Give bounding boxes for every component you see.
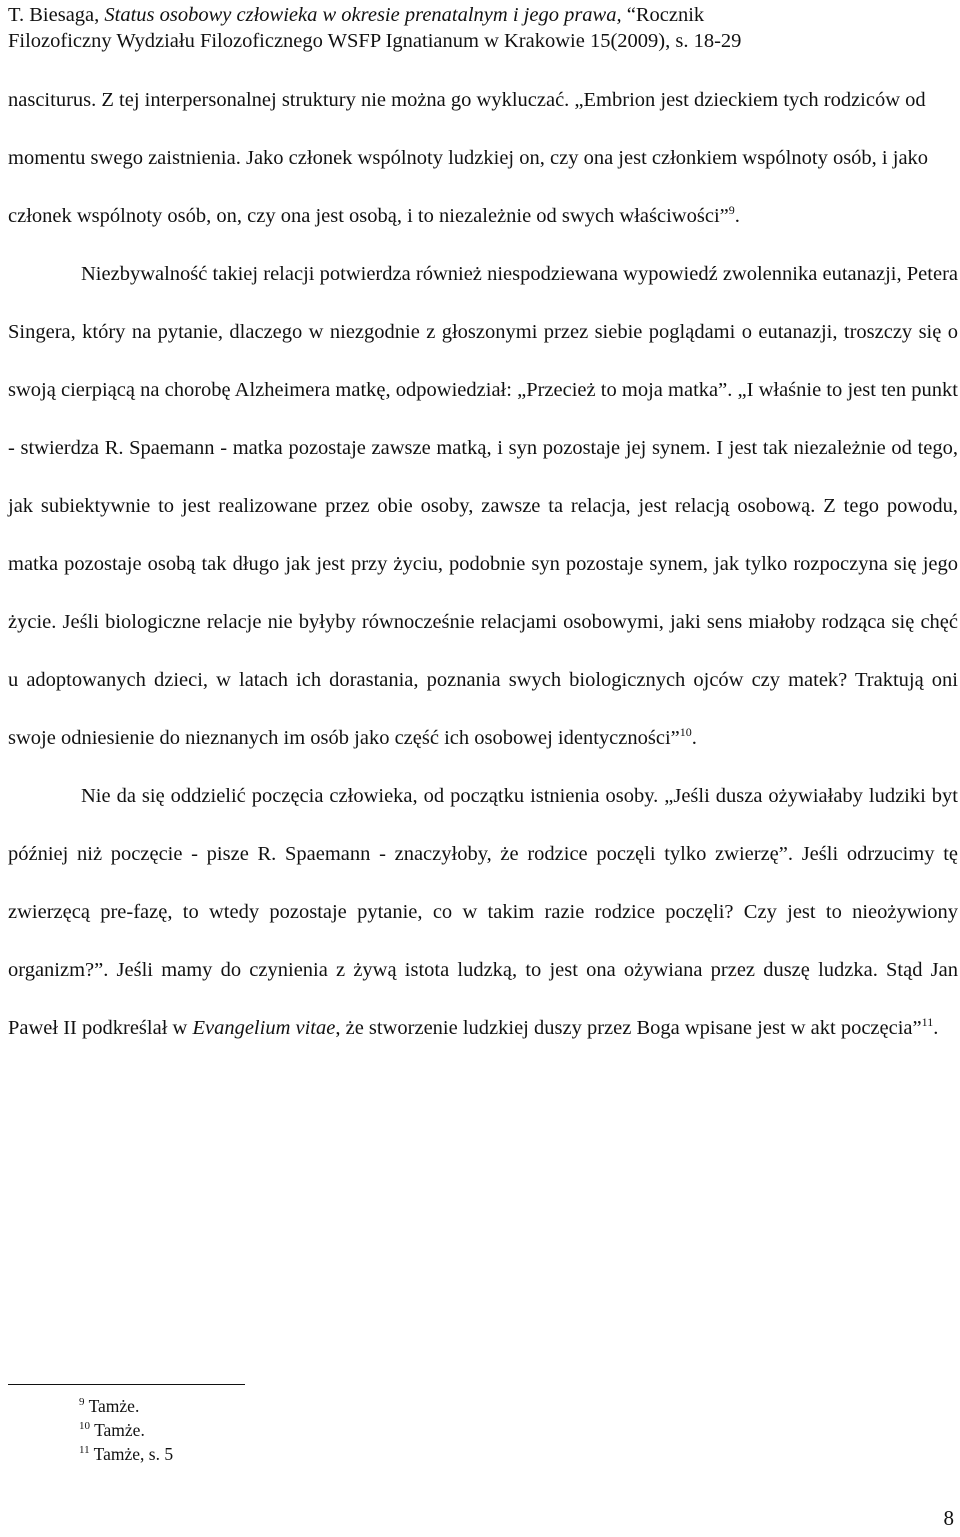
header-line-1 — [8, 2, 956, 28]
paragraph-2 — [8, 245, 958, 767]
header-journal-start: “Rocznik — [626, 4, 705, 26]
paragraph-3-text: Nie da się oddzielić poczęcia człowieka, od początku istnienia osoby. „Jeśli dusza ożywiałaby ludziki byt później niż poczęcie - pisze R. Spaemann - znaczyłoby, że rodzice poczęli tylko zwierzę”. Jeśli odrzucimy tę zwierzęcą pre-fazę, to wtedy pozostaje pytanie, co w takim razie rodzice poczęli? Czy jest to nieożywiony organizm?”. Jeśli mamy do czynienia z żywą istota ludzką, to jest ona ożywiana przez duszę ludzka. Stąd Jan Paweł II podkreślał w — [8, 785, 958, 1039]
running-header — [8, 2, 956, 54]
footnote-number: 9 — [79, 1396, 85, 1409]
paragraph-3-text-cont: , że stworzenie ludzkiej duszy przez Boga wpisane jest w akt poczęcia” — [335, 1017, 922, 1039]
paragraph-3-italic-title: Evangelium vitae — [192, 1017, 336, 1039]
footnote-11 — [79, 1442, 173, 1466]
footnote-number: 11 — [79, 1444, 90, 1457]
footnote-9 — [79, 1394, 173, 1418]
footnotes — [79, 1394, 173, 1466]
paragraph-3 — [8, 767, 958, 1057]
footnote-number: 10 — [79, 1420, 90, 1433]
header-line-2: Filozoficzny Wydziału Filozoficznego WSFP Ignatianum w Krakowie 15(2009), s. 18-29 — [8, 30, 742, 52]
header-article-title: Status osobowy człowieka w okresie prenatalnym i jego prawa, — [104, 4, 622, 26]
paragraph-2-end: . — [691, 727, 697, 749]
footnote-separator — [8, 1384, 245, 1385]
paragraph-1 — [8, 71, 958, 245]
footnote-ref-10: 10 — [679, 725, 692, 740]
footnote-ref-11: 11 — [921, 1015, 934, 1030]
header-author: T. Biesaga, — [8, 4, 100, 26]
paragraph-2-text: Niezbywalność takiej relacji potwierdza również niespodziewana wypowiedź zwolennika eutanazji, Petera Singera, który na pytanie, dlaczego w niezgodnie z głoszonymi przez siebie poglądami o eutanazji, troszczy się o swoją cierpiącą na chorobę Alzheimera matkę, odpowiedział: „Przecież to moja matka”. „I właśnie to jest ten punkt - stwierdza R. Spaemann - matka pozostaje zawsze matką, i syn pozostaje jej synem. I jest tak niezależnie od tego, jak subiektywnie to jest realizowane przez obie osoby, zawsze ta relacja, jest relacją osobową. Z tego powodu, matka pozostaje osobą tak długo jak jest przy życiu, podobnie syn pozostaje synem, jak tylko rozpoczyna się jego życie. Jeśli biologiczne relacje nie byłyby równocześnie relacjami osobowymi, jaki sens miałoby rodząca się chęć u adoptowanych dzieci, w latach ich dorastania, poznania swych biologicznych ojców czy matek? Traktują oni swoje odniesienie do nieznanych im osób jako część ich osobowej identyczności” — [8, 263, 958, 749]
main-text — [8, 71, 958, 1057]
footnote-10 — [79, 1418, 173, 1442]
paragraph-1-end: . — [734, 205, 740, 227]
footnote-ref-9: 9 — [728, 203, 735, 218]
footnote-text: Tamże, s. 5 — [93, 1444, 174, 1464]
page-number: 8 — [943, 1506, 954, 1530]
paragraph-1-text: nasciturus. Z tej interpersonalnej struktury nie można go wykluczać. „Embrion jest dzieckiem tych rodziców od momentu swego zaistnienia. Jako członek wspólnoty ludzkiej on, czy ona jest członkiem wspólnoty osób, i jako członek wspólnoty osób, on, czy ona jest osobą, i to niezależnie od swych właściwości” — [8, 89, 929, 227]
footnote-text: Tamże. — [94, 1420, 145, 1440]
paragraph-3-end: . — [933, 1017, 939, 1039]
footnote-text: Tamże. — [88, 1396, 140, 1416]
